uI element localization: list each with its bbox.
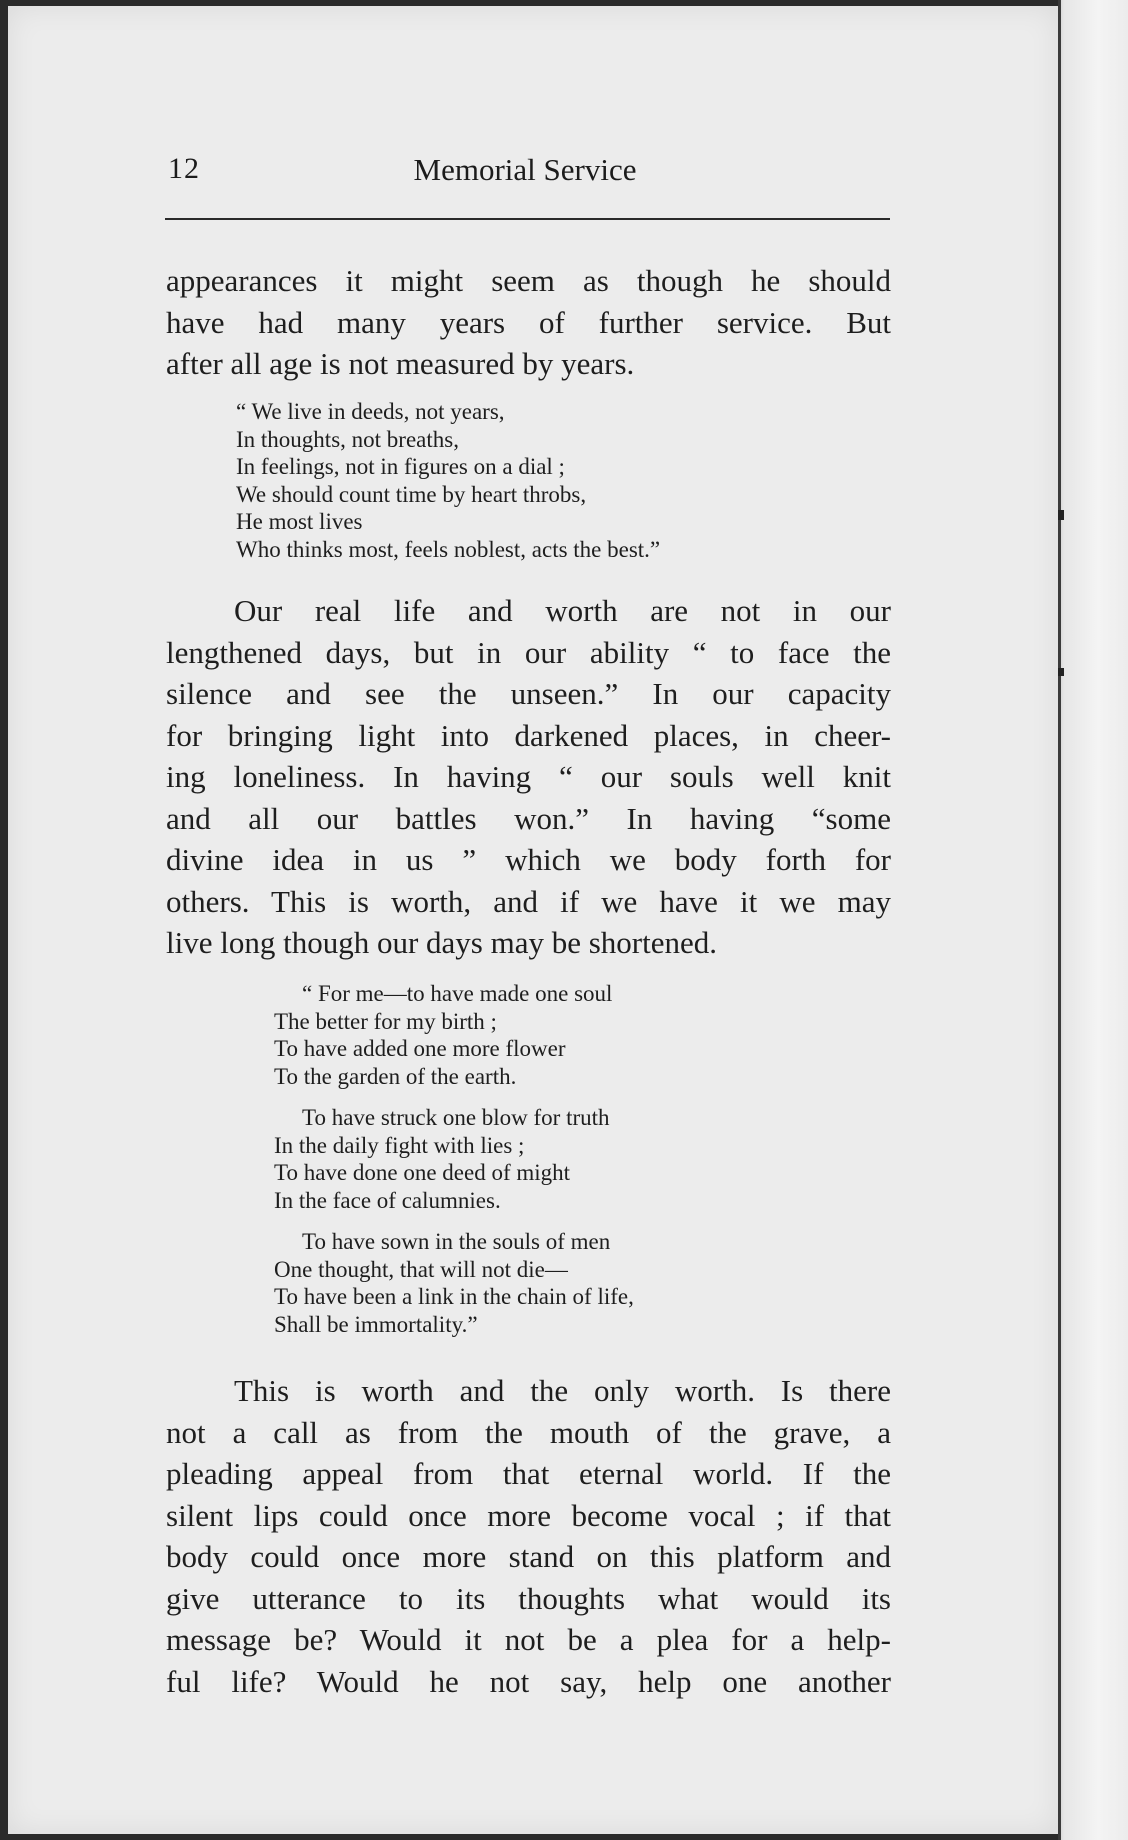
- verse-1: [236, 398, 660, 563]
- verse-line: In the face of calumnies.: [274, 1187, 501, 1213]
- text-line: pleading appeal from that eternal world. If the: [166, 1456, 891, 1491]
- verse-line: In the daily fight with lies ;: [274, 1132, 525, 1158]
- page-header: [160, 152, 890, 192]
- text-line: lengthened days, but in our ability “ to face the: [166, 634, 891, 670]
- verse-line: To have done one deed of might: [274, 1160, 571, 1185]
- page-binding-edge: [1058, 0, 1128, 1840]
- header-rule: [165, 218, 890, 220]
- text-line: for bringing light into darkened places, in cheer-: [166, 717, 891, 753]
- text-line: divine idea in us ” which we body forth for: [166, 842, 891, 877]
- verse-line: He most lives: [236, 509, 363, 534]
- text-line: others. This is worth, and if we have it we may: [166, 883, 891, 919]
- verse-line: Shall be immortality.”: [274, 1311, 478, 1337]
- text-line: have had many years of further service. But: [166, 304, 891, 340]
- text-line: ful life? Would he not say, help one another: [166, 1663, 891, 1699]
- text-line: body could once more stand on this platform and: [166, 1539, 891, 1574]
- text-line: message be? Would it not be a plea for a help-: [166, 1622, 891, 1657]
- verse-line: “ For me—to have made one soul: [302, 981, 613, 1006]
- verse-line: To have been a link in the chain of life,: [274, 1284, 634, 1309]
- verse-line: One thought, that will not die—: [274, 1256, 568, 1282]
- verse-stanza: [274, 980, 634, 1090]
- page-number: 12: [168, 152, 200, 185]
- paragraph-3: [166, 1370, 891, 1702]
- verse-line: To have added one more flower: [274, 1036, 566, 1061]
- edge-mark: [1058, 668, 1064, 676]
- verse-stanza: [274, 1104, 634, 1214]
- text-line: give utterance to its thoughts what would its: [166, 1580, 891, 1616]
- paragraph-1: [166, 260, 891, 385]
- verse-line: To have sown in the souls of men: [302, 1229, 611, 1254]
- text-line: Our real life and worth are not in our: [234, 593, 891, 628]
- verse-line: The better for my birth ;: [274, 1008, 497, 1034]
- text-line: appearances it might seem as though he should: [166, 263, 891, 298]
- text-line: silence and see the unseen.” In our capacity: [166, 676, 891, 711]
- running-title: Memorial Service: [413, 152, 637, 187]
- text-line: ing loneliness. In having “ our souls well knit: [166, 759, 891, 794]
- edge-mark: [1058, 510, 1064, 520]
- verse-line: We should count time by heart throbs,: [236, 481, 587, 507]
- verse-line: To the garden of the earth.: [274, 1063, 517, 1089]
- text-line: silent lips could once more become vocal ; if that: [166, 1497, 891, 1533]
- text-line: not a call as from the mouth of the grave, a: [166, 1414, 891, 1450]
- verse-line: In feelings, not in figures on a dial ;: [236, 454, 565, 479]
- verse-line: Who thinks most, feels noblest, acts the best.”: [236, 536, 661, 562]
- verse-2: [274, 980, 634, 1338]
- verse-line: “ We live in deeds, not years,: [236, 399, 505, 424]
- verse-line: In thoughts, not breaths,: [236, 426, 459, 452]
- text-line: This is worth and the only worth. Is there: [234, 1373, 891, 1408]
- text-line: live long though our days may be shortened.: [166, 925, 718, 960]
- paragraph-2: [166, 590, 891, 964]
- verse-stanza: [274, 1228, 634, 1338]
- text-line: after all age is not measured by years.: [166, 346, 635, 381]
- verse-line: To have struck one blow for truth: [302, 1105, 610, 1130]
- text-line: and all our battles won.” In having “some: [166, 800, 891, 836]
